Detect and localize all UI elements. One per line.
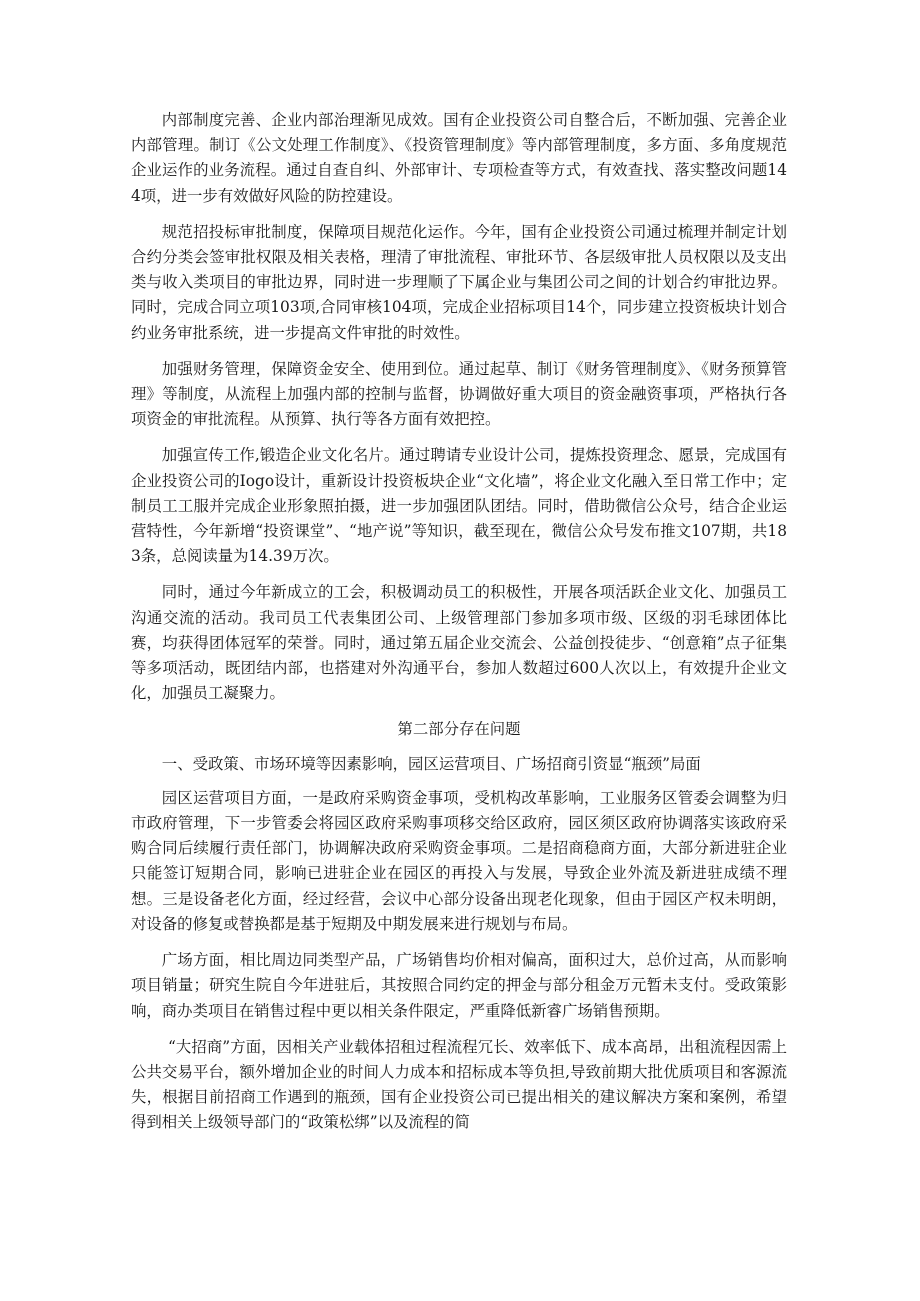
paragraph-financial-management: 加强财务管理，保障资金安全、使用到位。通过起草、制订《财务管理制度》、《财务预算管理》等制度，从流程上加强内部的控制与监督，协调做好重大项目的资金融资事项，严格执行各项资金的审批流程。从预算、执行等各方面有效把控。 — [131, 359, 787, 429]
paragraph-publicity-culture: 加强宣传工作,锻造企业文化名片。通过聘请专业设计公司，提炼投资理念、愿景，完成国有企业投资公司的Iogo设计，重新设计投资板块企业“文化墙”，将企业文化融入至日常工作中；定制员工工服并完成企业形象照拍摄，进一步加强团队团结。同时，借助微信公众号，结合企业运营特性，今年新增“投资课堂”、“地产说”等知识，截至现在，微信公众号发布推文107期，共183条，总阅读量为14.39万次。 — [131, 446, 787, 566]
paragraph-park-operations: 园区运营项目方面，一是政府采购资金事项，受机构改革影响，工业服务区管委会调整为归市政府管理，下一步管委会将园区政府采购事项移交给区政府，园区须区政府协调落实该政府采购合同后续履行责任部门，协调解决政府采购资金事项。二是招商稳商方面，大部分新进驻企业只能签订短期合同，影响已进驻企业在园区的再投入与发展，导致企业外流及新进驻成绩不理想。三是设备老化方面，经过经营，会议中心部分设备出现老化现象，但由于园区产权未明朗，对设备的修复或替换都是基于短期及中期发展来进行规划与布局。 — [131, 788, 787, 933]
paragraph-investment-attraction: “大招商”方面，因相关产业载体招租过程流程冗长、效率低下、成本高昂，出租流程因需上公共交易平台，额外增加企业的时间人力成本和招标成本等负担,导致前期大批优质项目和客源流失，根据目前招商工作遇到的瓶颈，国有企业投资公司已提出相关的建议解决方案和案例，希望得到相关上级领导部门的“政策松绑”以及流程的简 — [131, 1037, 787, 1132]
paragraph-union-activities: 同时，通过今年新成立的工会，积极调动员工的积极性，开展各项活跃企业文化、加强员工沟通交流的活动。我司员工代表集团公司、上级管理部门参加多项市级、区级的羽毛球团体比赛，均获得团体冠军的荣誉。同时，通过第五届企业交流会、公益创投徒步、“创意箱”点子征集等多项活动，既团结内部，也搭建对外沟通平台，参加人数超过600人次以上，有效提升企业文化，加强员工凝聚力。 — [131, 583, 787, 703]
section-title: 第二部分存在问题 — [397, 720, 521, 739]
paragraph-bidding-approval: 规范招投标审批制度，保障项目规范化运作。今年，国有企业投资公司通过梳理并制定计划合约分类会签审批权限及相关表格，理清了审批流程、审批环节、各层级审批人员权限以及支出类与收入类项目的审批边界，同时进一步理顺了下属企业与集团公司之间的计划合约审批边界。同时，完成合同立项103项,合同审核104项，完成企业招标项目14个，同步建立投资板块计划合约业务审批系统，进一步提高文件审批的时效性。 — [131, 222, 787, 342]
paragraph-plaza-sales: 广场方面，相比周边同类型产品，广场销售均价相对偏高，面积过大，总价过高，从而影响项目销量；研究生院自今年进驻后，其按照合同约定的押金与部分租金万元暂未支付。受政策影响，商办类项目在销售过程中更以相关条件限定，严重降低新睿广场销售预期。 — [131, 951, 787, 1020]
paragraph-internal-governance: 内部制度完善、企业内部治理渐见成效。国有企业投资公司自整合后，不断加强、完善企业内部管理。制订《公文处理工作制度》、《投资管理制度》等内部管理制度，多方面、多角度规范企业运作的业务流程。通过自查自纠、外部审计、专项检查等方式，有效查找、落实整改问题144项，进一步有效做好风险的防控建设。 — [131, 111, 787, 205]
document-page — [131, 108, 787, 1147]
subsection-title: 一、受政策、市场环境等因素影响，园区运营项目、广场招商引资显“瓶颈”局面 — [161, 754, 701, 773]
